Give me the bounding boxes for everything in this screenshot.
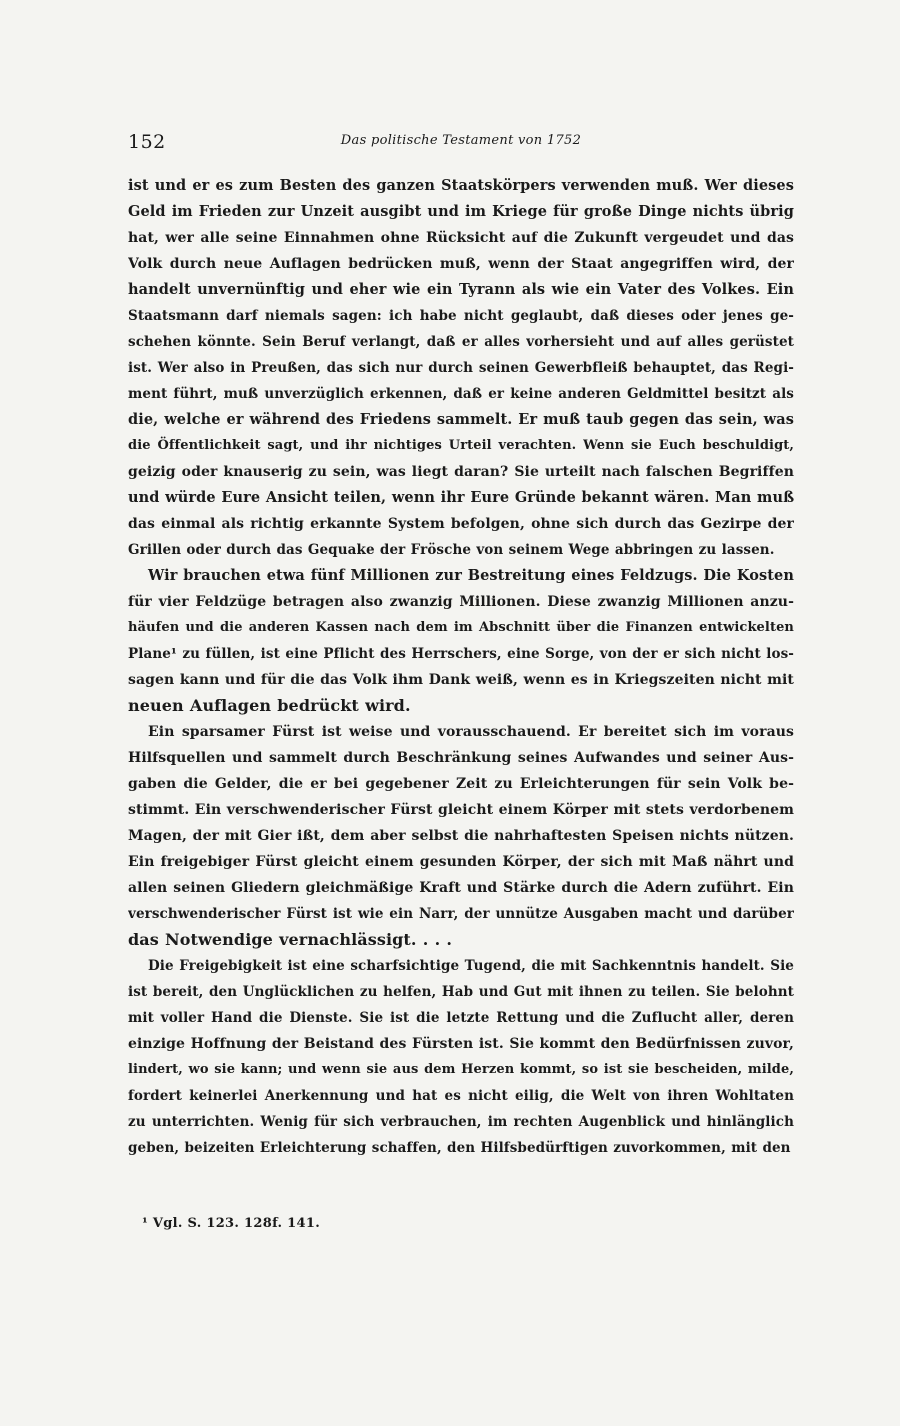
text-line: Staatsmann darf niemals sagen: ich habe nicht geglaubt, daß dieses oder jenes ge- (128, 308, 794, 324)
text-line: Ein freigebiger Fürst gleicht einem gesunden Körper, der sich mit Maß nährt und (128, 854, 794, 870)
body-text (128, 173, 794, 1161)
text-line: Geld im Frieden zur Unzeit ausgibt und im Kriege für große Dinge nichts übrig (128, 203, 794, 220)
paragraph (128, 173, 794, 563)
text-line: Plane¹ zu füllen, ist eine Pflicht des Herrschers, eine Sorge, von der er sich nicht los- (128, 646, 794, 662)
text-line: gaben die Gelder, die er bei gegebener Zeit zu Erleichterungen für sein Volk be- (128, 776, 794, 792)
text-line: Hilfsquellen und sammelt durch Beschränkung seines Aufwandes und seiner Aus- (128, 750, 794, 766)
text-line: das einmal als richtig erkannte System befolgen, ohne sich durch das Gezirpe der (128, 516, 794, 532)
text-line: sagen kann und für die das Volk ihm Dank weiß, wenn es in Kriegszeiten nicht mit (128, 672, 794, 688)
text-line: stimmt. Ein verschwenderischer Fürst gleicht einem Körper mit stets verdorbenem (128, 802, 794, 818)
text-line: Wir brauchen etwa fünf Millionen zur Bestreitung eines Feldzugs. Die Kosten (148, 567, 794, 584)
text-line: mit voller Hand die Dienste. Sie ist die letzte Rettung und die Zuflucht aller, deren (128, 1010, 794, 1026)
text-line: hat, wer alle seine Einnahmen ohne Rücksicht auf die Zukunft vergeudet und das (128, 230, 794, 246)
text-line: für vier Feldzüge betragen also zwanzig Millionen. Diese zwanzig Millionen anzu- (128, 594, 794, 610)
text-line: verschwenderischer Fürst ist wie ein Narr, der unnütze Ausgaben macht und darüber (128, 906, 794, 922)
footnote: ¹ Vgl. S. 123. 128f. 141. (142, 1216, 321, 1231)
text-line: Grillen oder durch das Gequake der Frösche von seinem Wege abbringen zu lassen. (128, 542, 775, 558)
text-line: handelt unvernünftig und eher wie ein Tyrann als wie ein Vater des Volkes. Ein (128, 281, 794, 298)
text-line: Volk durch neue Auflagen bedrücken muß, wenn der Staat angegriffen wird, der (128, 256, 794, 272)
page-header (128, 131, 794, 157)
text-line: häufen und die anderen Kassen nach dem im Abschnitt über die Finanzen entwickelten (128, 620, 794, 635)
text-line: fordert keinerlei Anerkennung und hat es nicht eilig, die Welt von ihren Wohltaten (128, 1088, 794, 1104)
text-line: ist. Wer also in Preußen, das sich nur durch seinen Gewerbfleiß behauptet, das Regi- (128, 360, 794, 376)
text-line: die, welche er während des Friedens sammelt. Er muß taub gegen das sein, was (128, 411, 794, 428)
paragraph (128, 563, 794, 719)
text-line: zu unterrichten. Wenig für sich verbrauchen, im rechten Augenblick und hinlänglich (128, 1114, 794, 1130)
text-line: geben, beizeiten Erleichterung schaffen, den Hilfsbedürftigen zuvorkommen, mit den (128, 1140, 791, 1156)
text-line: und würde Eure Ansicht teilen, wenn ihr Eure Gründe bekannt wären. Man muß (128, 489, 794, 506)
text-line: lindert, wo sie kann; und wenn sie aus dem Herzen kommt, so ist sie bescheiden, milde, (128, 1062, 794, 1077)
text-line: Die Freigebigkeit ist eine scharfsichtige Tugend, die mit Sachkenntnis handelt. Sie (148, 958, 794, 974)
text-line: allen seinen Gliedern gleichmäßige Kraft und Stärke durch die Adern zuführt. Ein (128, 880, 794, 896)
text-line: ment führt, muß unverzüglich erkennen, daß er keine anderen Geldmittel besitzt als (128, 386, 794, 402)
text-line: geizig oder knauserig zu sein, was liegt daran? Sie urteilt nach falschen Begriffen (128, 464, 794, 480)
paragraph (128, 953, 794, 1161)
text-line: das Notwendige vernachlässigt. . . . (128, 930, 453, 949)
text-line: einzige Hoffnung der Beistand des Fürsten ist. Sie kommt den Bedürfnissen zuvor, (128, 1036, 794, 1052)
text-line: die Öffentlichkeit sagt, und ihr nichtiges Urteil verachten. Wenn sie Euch beschuldigt, (128, 438, 794, 453)
paragraph (128, 719, 794, 953)
running-title: Das politische Testament von 1752 (340, 133, 582, 148)
text-line: Ein sparsamer Fürst ist weise und vorausschauend. Er bereitet sich im voraus (148, 724, 794, 740)
page-number: 152 (128, 131, 166, 153)
text-line: ist bereit, den Unglücklichen zu helfen, Hab und Gut mit ihnen zu teilen. Sie belohnt (128, 984, 794, 1000)
text-line: Magen, der mit Gier ißt, dem aber selbst die nahrhaftesten Speisen nichts nützen. (128, 828, 794, 844)
text-line: ist und er es zum Besten des ganzen Staatskörpers verwenden muß. Wer dieses (128, 177, 794, 194)
text-line: neuen Auflagen bedrückt wird. (128, 696, 411, 715)
text-line: schehen könnte. Sein Beruf verlangt, daß er alles vorhersieht und auf alles gerüstet (128, 334, 794, 350)
